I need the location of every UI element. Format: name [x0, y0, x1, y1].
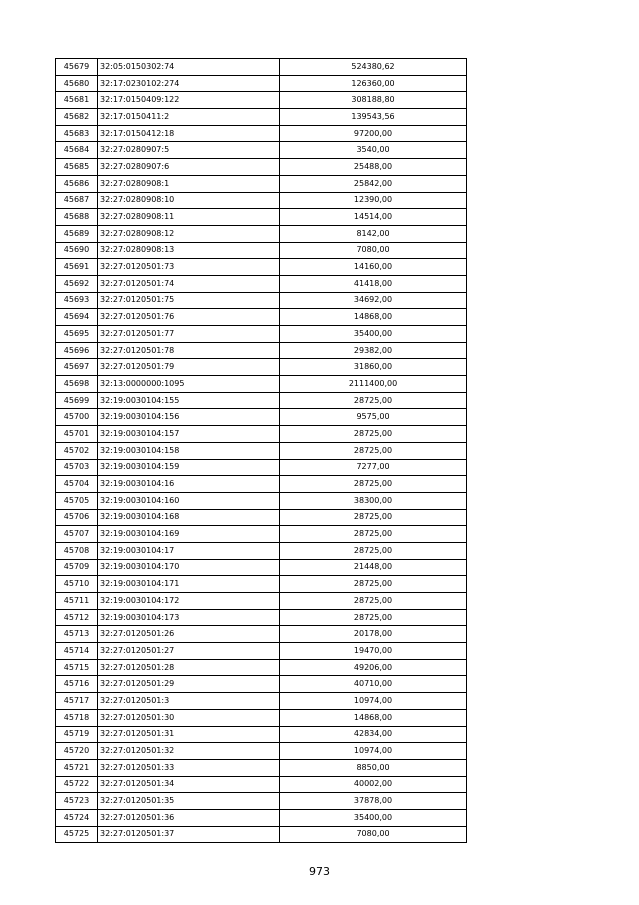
table-row: [56, 225, 467, 242]
row-number-cell: 45701: [56, 426, 98, 443]
value-cell: 35400,00: [280, 809, 467, 826]
value-cell: 524380,62: [280, 59, 467, 76]
table-row: [56, 576, 467, 593]
row-number-cell: 45699: [56, 392, 98, 409]
value-cell: 28725,00: [280, 442, 467, 459]
row-number-cell: 45707: [56, 526, 98, 543]
table-row: [56, 626, 467, 643]
value-cell: 28725,00: [280, 593, 467, 610]
row-number-cell: 45700: [56, 409, 98, 426]
value-cell: 8142,00: [280, 225, 467, 242]
cadastral-number-cell: 32:27:0120501:29: [98, 676, 280, 693]
value-cell: 40002,00: [280, 776, 467, 793]
table-row: [56, 442, 467, 459]
cadastral-number-cell: 32:27:0120501:74: [98, 275, 280, 292]
row-number-cell: 45693: [56, 292, 98, 309]
table-row: [56, 643, 467, 660]
cadastral-number-cell: 32:27:0120501:30: [98, 709, 280, 726]
table-row: [56, 542, 467, 559]
table-row: [56, 559, 467, 576]
value-cell: 10974,00: [280, 693, 467, 710]
row-number-cell: 45708: [56, 542, 98, 559]
cadastral-number-cell: 32:05:0150302:74: [98, 59, 280, 76]
row-number-cell: 45688: [56, 209, 98, 226]
row-number-cell: 45715: [56, 659, 98, 676]
cadastral-number-cell: 32:27:0280907:6: [98, 159, 280, 176]
table-row: [56, 326, 467, 343]
cadastral-number-cell: 32:19:0030104:160: [98, 492, 280, 509]
row-number-cell: 45719: [56, 726, 98, 743]
row-number-cell: 45711: [56, 593, 98, 610]
cadastral-number-cell: 32:27:0120501:28: [98, 659, 280, 676]
table-row: [56, 92, 467, 109]
table-row: [56, 776, 467, 793]
table-row: [56, 476, 467, 493]
value-cell: 42834,00: [280, 726, 467, 743]
row-number-cell: 45712: [56, 609, 98, 626]
row-number-cell: 45714: [56, 643, 98, 660]
value-cell: 7080,00: [280, 826, 467, 843]
table-row: [56, 793, 467, 810]
row-number-cell: 45687: [56, 192, 98, 209]
cadastral-number-cell: 32:19:0030104:16: [98, 476, 280, 493]
value-cell: 126360,00: [280, 75, 467, 92]
table-row: [56, 59, 467, 76]
value-cell: 21448,00: [280, 559, 467, 576]
row-number-cell: 45684: [56, 142, 98, 159]
row-number-cell: 45713: [56, 626, 98, 643]
row-number-cell: 45681: [56, 92, 98, 109]
cadastral-number-cell: 32:27:0120501:36: [98, 809, 280, 826]
cadastral-number-cell: 32:19:0030104:156: [98, 409, 280, 426]
row-number-cell: 45725: [56, 826, 98, 843]
value-cell: 34692,00: [280, 292, 467, 309]
table-row: [56, 259, 467, 276]
cadastral-number-cell: 32:27:0280907:5: [98, 142, 280, 159]
table-row: [56, 292, 467, 309]
table-row: [56, 726, 467, 743]
data-table: [55, 58, 467, 843]
row-number-cell: 45702: [56, 442, 98, 459]
table-row: [56, 659, 467, 676]
table-row: [56, 676, 467, 693]
row-number-cell: 45696: [56, 342, 98, 359]
value-cell: 49206,00: [280, 659, 467, 676]
cadastral-number-cell: 32:17:0150412:18: [98, 125, 280, 142]
value-cell: 28725,00: [280, 609, 467, 626]
value-cell: 7277,00: [280, 459, 467, 476]
table-row: [56, 275, 467, 292]
cadastral-number-cell: 32:27:0120501:75: [98, 292, 280, 309]
table-row: [56, 426, 467, 443]
row-number-cell: 45718: [56, 709, 98, 726]
row-number-cell: 45705: [56, 492, 98, 509]
cadastral-number-cell: 32:27:0120501:34: [98, 776, 280, 793]
table-row: [56, 709, 467, 726]
value-cell: 14868,00: [280, 709, 467, 726]
table-row: [56, 492, 467, 509]
value-cell: 31860,00: [280, 359, 467, 376]
table-row: [56, 342, 467, 359]
value-cell: 25488,00: [280, 159, 467, 176]
row-number-cell: 45698: [56, 376, 98, 393]
value-cell: 41418,00: [280, 275, 467, 292]
cadastral-number-cell: 32:17:0150409:122: [98, 92, 280, 109]
table-row: [56, 359, 467, 376]
row-number-cell: 45680: [56, 75, 98, 92]
cadastral-number-cell: 32:27:0280908:13: [98, 242, 280, 259]
table-row: [56, 175, 467, 192]
value-cell: 29382,00: [280, 342, 467, 359]
table-row: [56, 159, 467, 176]
value-cell: 28725,00: [280, 392, 467, 409]
table-body: [56, 59, 467, 843]
value-cell: 28725,00: [280, 426, 467, 443]
row-number-cell: 45704: [56, 476, 98, 493]
table-row: [56, 459, 467, 476]
table-row: [56, 142, 467, 159]
cadastral-number-cell: 32:27:0120501:73: [98, 259, 280, 276]
value-cell: 14160,00: [280, 259, 467, 276]
cadastral-number-cell: 32:27:0120501:76: [98, 309, 280, 326]
value-cell: 14514,00: [280, 209, 467, 226]
row-number-cell: 45683: [56, 125, 98, 142]
row-number-cell: 45694: [56, 309, 98, 326]
value-cell: 139543,56: [280, 109, 467, 126]
cadastral-number-cell: 32:27:0120501:33: [98, 759, 280, 776]
table-row: [56, 609, 467, 626]
table-row: [56, 509, 467, 526]
table-row: [56, 759, 467, 776]
table-row: [56, 75, 467, 92]
row-number-cell: 45717: [56, 693, 98, 710]
value-cell: 37878,00: [280, 793, 467, 810]
value-cell: 28725,00: [280, 476, 467, 493]
row-number-cell: 45723: [56, 793, 98, 810]
cadastral-number-cell: 32:27:0120501:35: [98, 793, 280, 810]
cadastral-number-cell: 32:17:0230102:274: [98, 75, 280, 92]
cadastral-number-cell: 32:19:0030104:17: [98, 542, 280, 559]
table-row: [56, 125, 467, 142]
table-row: [56, 376, 467, 393]
value-cell: 2111400,00: [280, 376, 467, 393]
table-row: [56, 526, 467, 543]
cadastral-number-cell: 32:19:0030104:173: [98, 609, 280, 626]
row-number-cell: 45716: [56, 676, 98, 693]
row-number-cell: 45691: [56, 259, 98, 276]
cadastral-number-cell: 32:27:0280908:1: [98, 175, 280, 192]
row-number-cell: 45724: [56, 809, 98, 826]
page-number: 973: [309, 865, 330, 878]
table-row: [56, 309, 467, 326]
table-row: [56, 693, 467, 710]
row-number-cell: 45685: [56, 159, 98, 176]
cadastral-number-cell: 32:17:0150411:2: [98, 109, 280, 126]
value-cell: 28725,00: [280, 542, 467, 559]
cadastral-number-cell: 32:27:0120501:26: [98, 626, 280, 643]
value-cell: 3540,00: [280, 142, 467, 159]
row-number-cell: 45703: [56, 459, 98, 476]
table-row: [56, 743, 467, 760]
row-number-cell: 45679: [56, 59, 98, 76]
value-cell: 12390,00: [280, 192, 467, 209]
table-row: [56, 242, 467, 259]
cadastral-number-cell: 32:19:0030104:171: [98, 576, 280, 593]
value-cell: 25842,00: [280, 175, 467, 192]
value-cell: 7080,00: [280, 242, 467, 259]
row-number-cell: 45686: [56, 175, 98, 192]
cadastral-number-cell: 32:27:0120501:79: [98, 359, 280, 376]
cadastral-number-cell: 32:19:0030104:159: [98, 459, 280, 476]
cadastral-number-cell: 32:19:0030104:172: [98, 593, 280, 610]
cadastral-number-cell: 32:19:0030104:169: [98, 526, 280, 543]
cadastral-number-cell: 32:27:0120501:37: [98, 826, 280, 843]
table-row: [56, 826, 467, 843]
value-cell: 8850,00: [280, 759, 467, 776]
value-cell: 28725,00: [280, 509, 467, 526]
cadastral-number-cell: 32:27:0120501:31: [98, 726, 280, 743]
row-number-cell: 45721: [56, 759, 98, 776]
cadastral-number-cell: 32:27:0120501:27: [98, 643, 280, 660]
value-cell: 308188,80: [280, 92, 467, 109]
value-cell: 28725,00: [280, 526, 467, 543]
table-row: [56, 109, 467, 126]
row-number-cell: 45720: [56, 743, 98, 760]
cadastral-number-cell: 32:19:0030104:158: [98, 442, 280, 459]
table-row: [56, 192, 467, 209]
table-row: [56, 809, 467, 826]
table-row: [56, 392, 467, 409]
row-number-cell: 45690: [56, 242, 98, 259]
cadastral-number-cell: 32:27:0120501:3: [98, 693, 280, 710]
cadastral-number-cell: 32:19:0030104:155: [98, 392, 280, 409]
cadastral-number-cell: 32:27:0120501:32: [98, 743, 280, 760]
row-number-cell: 45706: [56, 509, 98, 526]
value-cell: 9575,00: [280, 409, 467, 426]
value-cell: 97200,00: [280, 125, 467, 142]
value-cell: 20178,00: [280, 626, 467, 643]
table-row: [56, 409, 467, 426]
row-number-cell: 45695: [56, 326, 98, 343]
value-cell: 40710,00: [280, 676, 467, 693]
value-cell: 28725,00: [280, 576, 467, 593]
cadastral-number-cell: 32:27:0120501:77: [98, 326, 280, 343]
row-number-cell: 45692: [56, 275, 98, 292]
value-cell: 19470,00: [280, 643, 467, 660]
row-number-cell: 45682: [56, 109, 98, 126]
cadastral-number-cell: 32:19:0030104:157: [98, 426, 280, 443]
value-cell: 38300,00: [280, 492, 467, 509]
row-number-cell: 45689: [56, 225, 98, 242]
cadastral-number-cell: 32:13:0000000:1095: [98, 376, 280, 393]
value-cell: 35400,00: [280, 326, 467, 343]
row-number-cell: 45697: [56, 359, 98, 376]
table-row: [56, 209, 467, 226]
row-number-cell: 45710: [56, 576, 98, 593]
value-cell: 10974,00: [280, 743, 467, 760]
cadastral-number-cell: 32:19:0030104:170: [98, 559, 280, 576]
cadastral-number-cell: 32:27:0120501:78: [98, 342, 280, 359]
row-number-cell: 45722: [56, 776, 98, 793]
cadastral-number-cell: 32:27:0280908:11: [98, 209, 280, 226]
value-cell: 14868,00: [280, 309, 467, 326]
row-number-cell: 45709: [56, 559, 98, 576]
table-row: [56, 593, 467, 610]
cadastral-number-cell: 32:19:0030104:168: [98, 509, 280, 526]
cadastral-number-cell: 32:27:0280908:10: [98, 192, 280, 209]
cadastral-number-cell: 32:27:0280908:12: [98, 225, 280, 242]
